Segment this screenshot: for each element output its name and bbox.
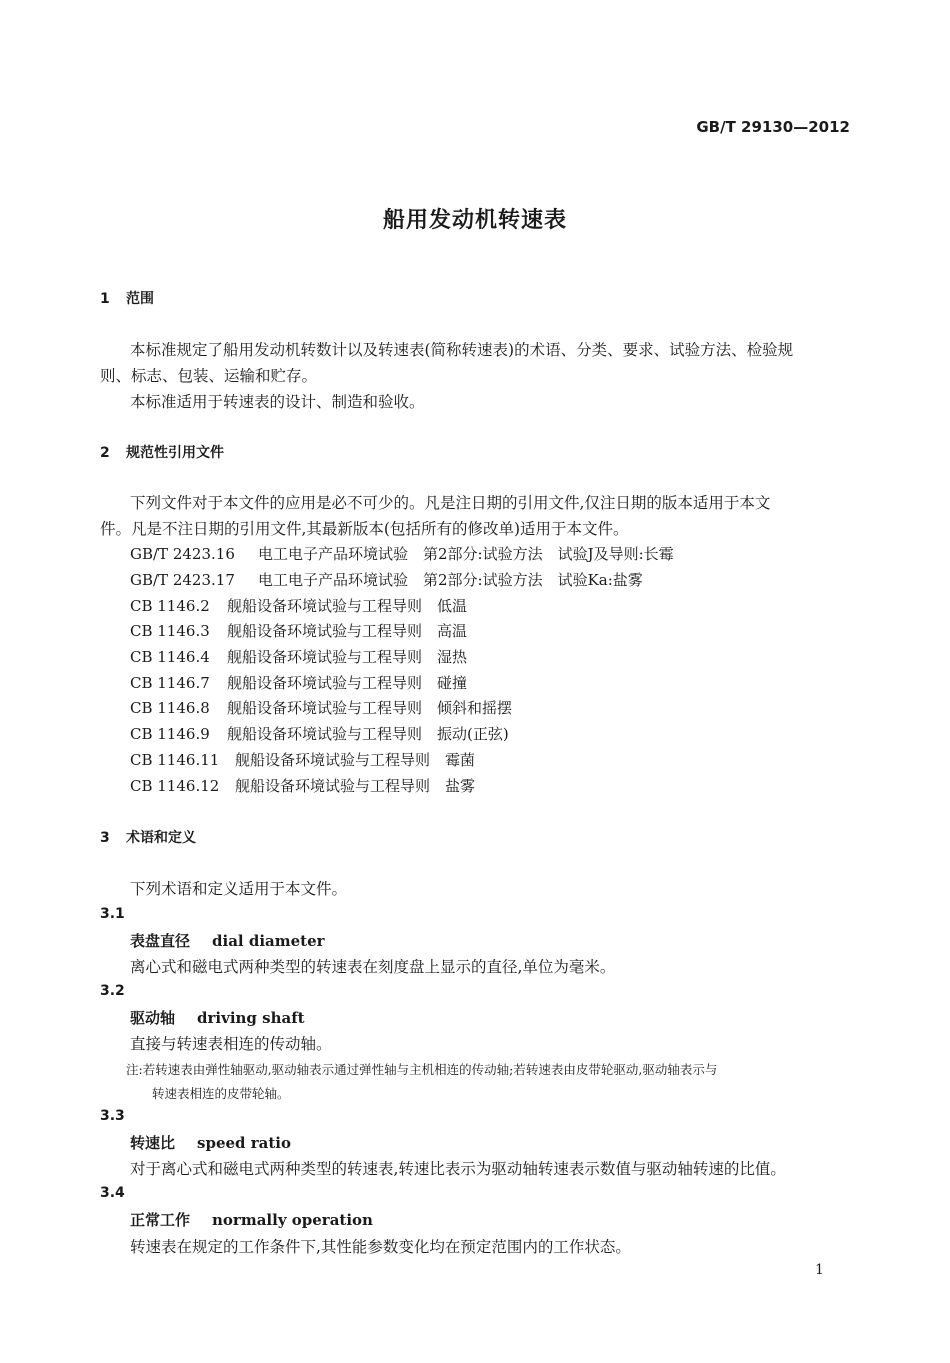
term-definition: 直接与转速表相连的传动轴。 [130, 1035, 332, 1053]
reference-item [130, 595, 467, 616]
reference-title: 舰船设备环境试验与工程导则 低温 [227, 597, 468, 615]
reference-title: 电工电子产品环境试验 第2部分:试验方法 试验J及导则:长霉 [258, 545, 674, 563]
reference-code: CB 1146.3 [130, 622, 210, 640]
term-number: 3.3 [100, 1108, 125, 1124]
term-definition: 离心式和磁电式两种类型的转速表在刻度盘上显示的直径,单位为毫米。 [130, 958, 616, 976]
reference-item [130, 646, 467, 667]
reference-code: CB 1146.9 [130, 725, 210, 743]
section-title: 术语和定义 [126, 830, 196, 846]
reference-title: 舰船设备环境试验与工程导则 盐雾 [235, 777, 476, 795]
section-title: 范围 [126, 291, 154, 307]
reference-code: CB 1146.2 [130, 597, 210, 615]
term-definition: 对于离心式和磁电式两种类型的转速表,转速比表示为驱动轴转速表示数值与驱动轴转速的比值。 [130, 1160, 786, 1178]
term-title [130, 1007, 305, 1028]
reference-code: CB 1146.12 [130, 777, 220, 795]
section-1-para-1-line-1: 本标准规定了船用发动机转数计以及转速表(简称转速表)的术语、分类、要求、试验方法、检验规 [130, 341, 794, 359]
reference-item [130, 672, 467, 693]
section-number: 2 [100, 445, 110, 461]
reference-item [130, 749, 475, 770]
term-title [130, 1132, 291, 1153]
term-en: dial diameter [212, 932, 325, 950]
reference-title: 舰船设备环境试验与工程导则 湿热 [227, 648, 468, 666]
section-1-heading [100, 288, 154, 308]
section-number: 1 [100, 291, 110, 307]
section-1-para-2: 本标准适用于转速表的设计、制造和验收。 [130, 393, 425, 411]
reference-item [130, 620, 467, 641]
section-title: 规范性引用文件 [126, 445, 224, 461]
page-number: 1 [815, 1262, 824, 1278]
term-note-line-2: 转速表相连的皮带轮轴。 [152, 1086, 290, 1101]
reference-title: 舰船设备环境试验与工程导则 碰撞 [227, 674, 468, 692]
term-cn: 驱动轴 [130, 1009, 176, 1027]
reference-item [130, 697, 512, 718]
term-note-line-1: 注:若转速表由弹性轴驱动,驱动轴表示通过弹性轴与主机相连的传动轴;若转速表由皮带轮驱动,驱动轴表示与 [126, 1062, 718, 1077]
term-en: speed ratio [197, 1134, 291, 1152]
term-title [130, 930, 325, 951]
term-number: 3.2 [100, 983, 125, 999]
reference-code: CB 1146.4 [130, 648, 210, 666]
term-cn: 正常工作 [130, 1211, 191, 1229]
reference-item [130, 543, 674, 564]
reference-item [130, 723, 509, 744]
reference-item [130, 569, 643, 590]
section-2-intro-line-2: 件。凡是不注日期的引用文件,其最新版本(包括所有的修改单)适用于本文件。 [100, 520, 629, 538]
section-1-para-1-line-2: 则、标志、包装、运输和贮存。 [100, 367, 318, 385]
term-en: driving shaft [197, 1009, 305, 1027]
standard-code: GB/T 29130—2012 [696, 118, 850, 136]
reference-code: GB/T 2423.17 [130, 571, 235, 589]
reference-code: CB 1146.7 [130, 674, 210, 692]
term-title [130, 1209, 373, 1230]
term-definition: 转速表在规定的工作条件下,其性能参数变化均在预定范围内的工作状态。 [130, 1238, 631, 1256]
section-3-intro: 下列术语和定义适用于本文件。 [130, 880, 348, 898]
section-2-intro-line-1: 下列文件对于本文件的应用是必不可少的。凡是注日期的引用文件,仅注日期的版本适用于本文 [130, 494, 771, 512]
section-3-heading [100, 827, 196, 847]
reference-title: 舰船设备环境试验与工程导则 振动(正弦) [227, 725, 509, 743]
reference-title: 舰船设备环境试验与工程导则 倾斜和摇摆 [227, 699, 513, 717]
term-number: 3.4 [100, 1185, 125, 1201]
reference-title: 舰船设备环境试验与工程导则 高温 [227, 622, 468, 640]
section-2-heading [100, 442, 224, 462]
term-en: normally operation [212, 1211, 373, 1229]
reference-item [130, 775, 475, 796]
reference-code: CB 1146.11 [130, 751, 220, 769]
term-cn: 表盘直径 [130, 932, 191, 950]
term-number: 3.1 [100, 906, 125, 922]
reference-code: GB/T 2423.16 [130, 545, 235, 563]
document-title: 船用发动机转速表 [382, 208, 567, 233]
reference-title: 舰船设备环境试验与工程导则 霉菌 [235, 751, 476, 769]
section-number: 3 [100, 830, 110, 846]
reference-code: CB 1146.8 [130, 699, 210, 717]
reference-title: 电工电子产品环境试验 第2部分:试验方法 试验Ka:盐雾 [258, 571, 643, 589]
term-cn: 转速比 [130, 1134, 176, 1152]
